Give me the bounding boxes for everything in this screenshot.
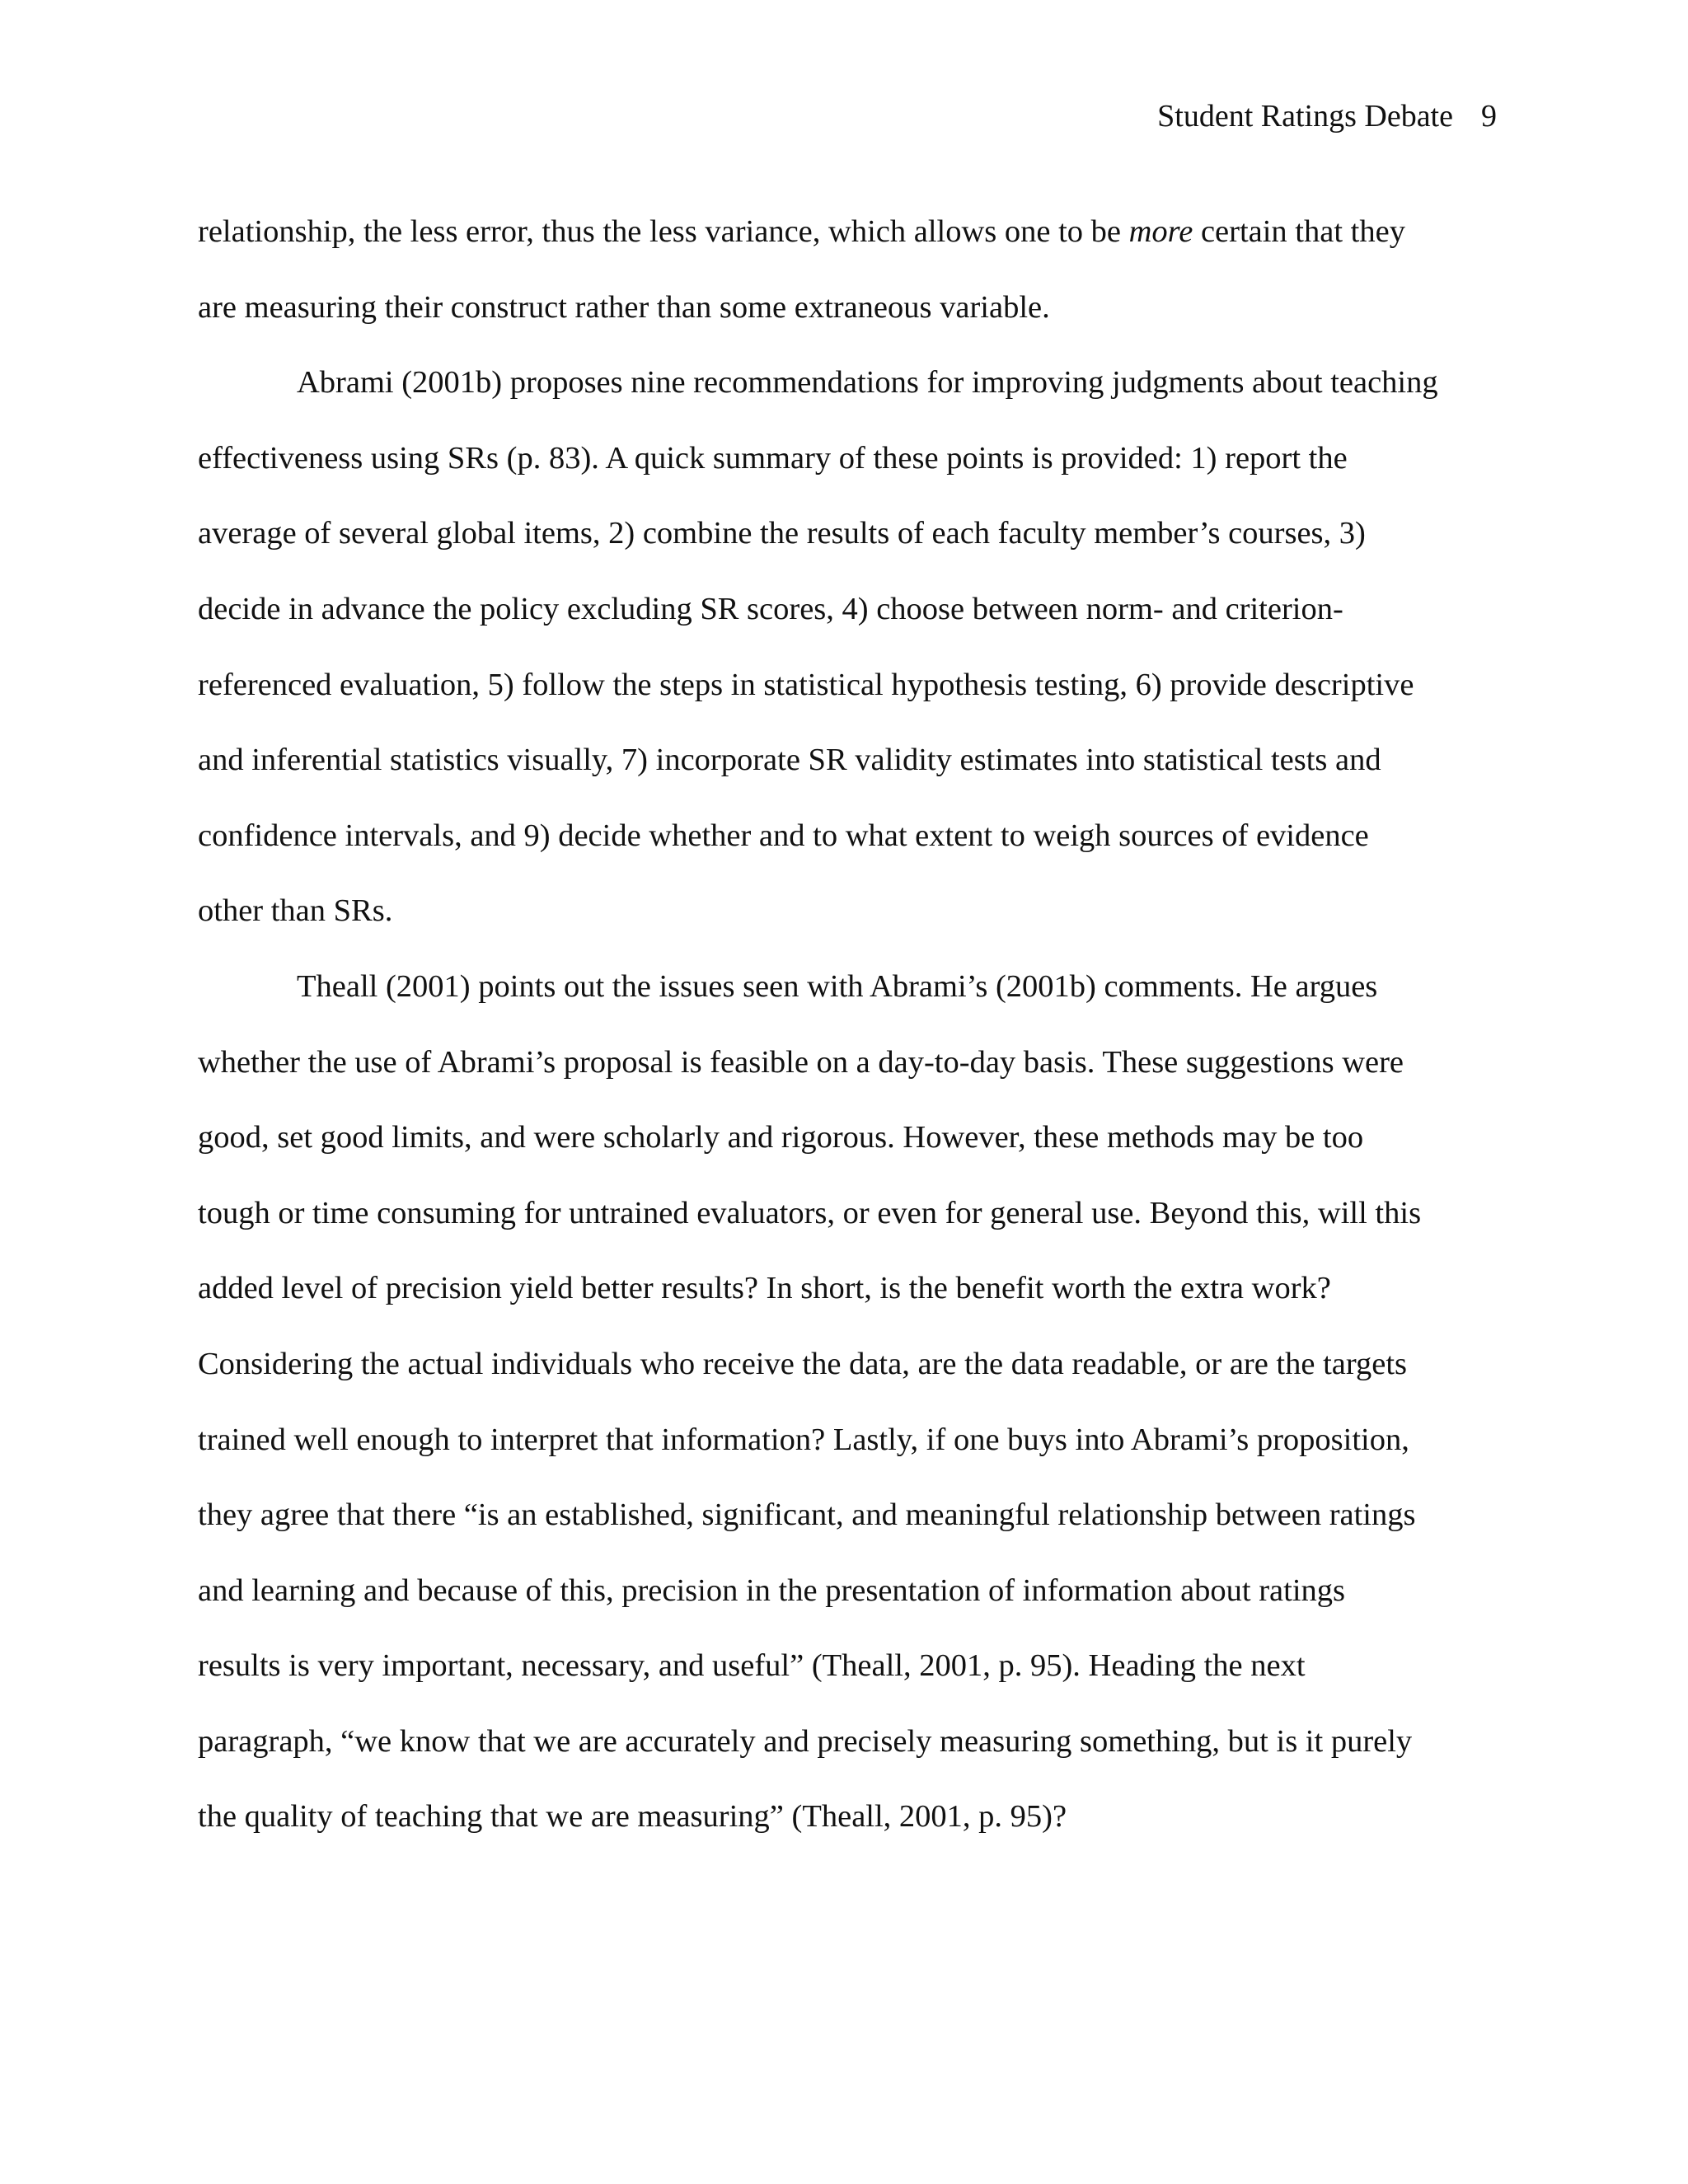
text-line: they agree that there “is an established, significant, and meaningful relationship between ratings <box>198 1497 1416 1533</box>
text-line: and inferential statistics visually, 7) incorporate SR validity estimates into statistical tests and <box>198 743 1381 778</box>
text-line: are measuring their construct rather than some extraneous variable. <box>198 289 1050 325</box>
text-line: Considering the actual individuals who receive the data, are the data readable, or are the targets <box>198 1346 1408 1381</box>
text-line: paragraph, “we know that we are accurately and precisely measuring something, but is it purely <box>198 1723 1413 1759</box>
text-line <box>198 194 1492 270</box>
text-line: average of several global items, 2) combine the results of each faculty member’s courses, 3) <box>198 516 1366 551</box>
emphasis-text: more <box>1128 214 1193 249</box>
text-line: good, set good limits, and were scholarly and rigorous. However, these methods may be too <box>198 1120 1364 1155</box>
text-line: confidence intervals, and 9) decide whether and to what extent to weigh sources of evidence <box>198 818 1369 853</box>
text-line: effectiveness using SRs (p. 83). A quick summary of these points is provided: 1) report the <box>198 440 1348 476</box>
text-segment: relationship, the less error, thus the less variance, which allows one to be <box>198 214 1129 249</box>
paragraph-first-line: Theall (2001) points out the issues seen with Abrami’s (2001b) comments. He argues <box>297 968 1378 1004</box>
text-line: and learning and because of this, precision in the presentation of information about ratings <box>198 1572 1346 1608</box>
running-head-title: Student Ratings Debate <box>1157 99 1453 134</box>
text-line: results is very important, necessary, and useful” (Theall, 2001, p. 95). Heading the next <box>198 1648 1306 1684</box>
text-line: whether the use of Abrami’s proposal is feasible on a day-to-day basis. These suggestions were <box>198 1044 1404 1080</box>
text-line: trained well enough to interpret that information? Lastly, if one buys into Abrami’s proposition, <box>198 1422 1409 1457</box>
running-head <box>1157 96 1497 136</box>
body-text <box>198 194 1492 1855</box>
text-line: added level of precision yield better results? In short, is the benefit worth the extra work? <box>198 1271 1331 1306</box>
text-line: the quality of teaching that we are measuring” (Theall, 2001, p. 95)? <box>198 1799 1067 1835</box>
text-line: referenced evaluation, 5) follow the steps in statistical hypothesis testing, 6) provide descriptive <box>198 667 1414 702</box>
text-line: other than SRs. <box>198 893 393 929</box>
text-segment: certain that they <box>1193 214 1405 249</box>
text-line: decide in advance the policy excluding SR scores, 4) choose between norm- and criterion- <box>198 591 1343 626</box>
page-number: 9 <box>1481 99 1497 134</box>
paragraph-first-line: Abrami (2001b) proposes nine recommendations for improving judgments about teaching <box>297 365 1438 401</box>
text-line: tough or time consuming for untrained evaluators, or even for general use. Beyond this, will this <box>198 1195 1422 1230</box>
